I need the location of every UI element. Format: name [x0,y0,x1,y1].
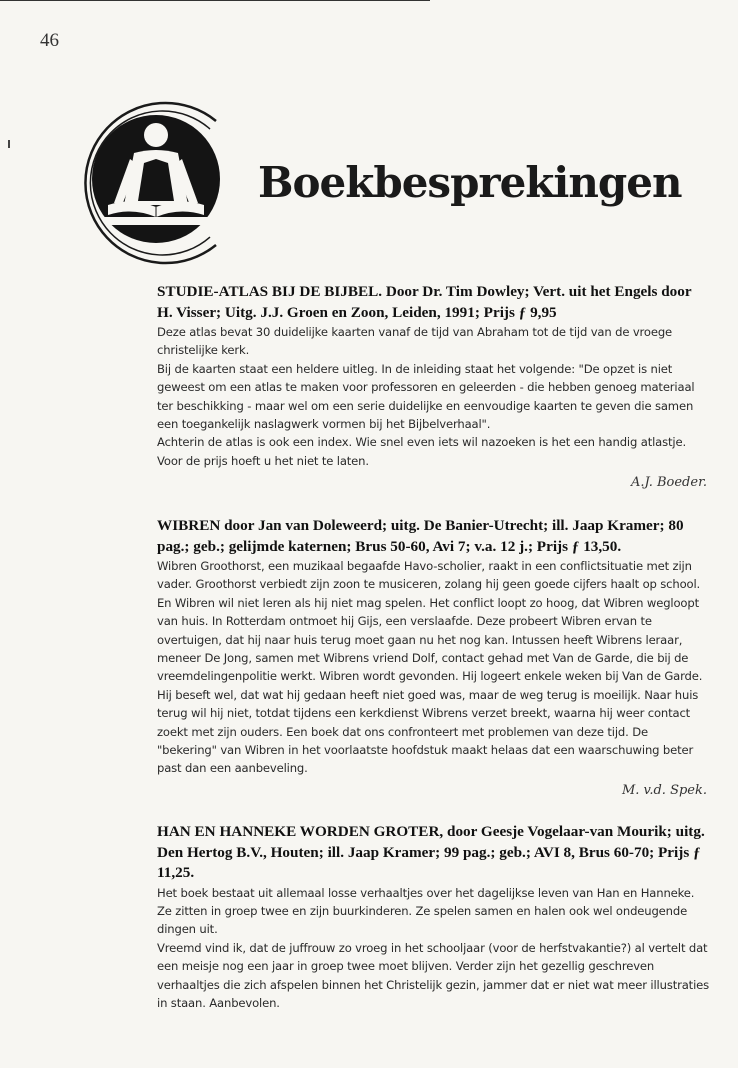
review-paragraph: Wibren Groothorst, een muzikaal begaafde Havo-scholier, raakt in een conflictsituatie met zijn vader. Groothorst verbiedt zijn zoon te musiceren, zolang hij geen goede cijfers haalt op school. En Wibren wil niet leren als hij niet mag spelen. Het conflict loopt zo hoog, dat Wibren wegloopt van huis. In Rotterdam ontmoet hij Gijs, een verslaafde. Deze probeert Wibren ervan te overtuigen, dat hij naar huis terug moet gaan nu het nog kan. Intussen heeft Wibrens leraar, meneer De Jong, samen met Wibrens vriend Dolf, contact gehad met Van de Garde, die bij de vreemdelingenpolitie werkt. Wibren wordt gevonden. Hij logeert enkele weken bij Van de Garde. Hij beseft wel, dat wat hij gedaan heeft niet goed was, maar de weg terug is moeilijk. Naar huis terug wil hij niet, totdat tijdens een kerkdienst Wibrens verzet breekt, waarna hij weer contact zoekt met zijn ouders. Een boek dat ons confronteert met problemen van deze tijd. De "bekering" van Wibren in het voorlaatste hoofdstuk maakt helaas dat een waarschuwing beter past dan een aanbeveling. [157,559,703,776]
review-paragraph: Bij de kaarten staat een heldere uitleg. In de inleiding staat het volgende: "De opzet is niet geweest om een atlas te maken voor professoren en geleerden - die hebben genoeg materiaal ter beschikking - maar wel om een serie duidelijke en eenvoudige kaarten te geven die samen een toegankelijk naslagwerk vormen bij het Bijbelverhaal". [157,361,695,432]
review-heading: HAN EN HANNEKE WORDEN GROTER, door Geesje Vogelaar-van Mourik; uitg. Den Hertog B.V., Houten; ill. Jaap Kramer; 99 pag.; geb.; AVI 8, Brus 60-70; Prijs ƒ 11,25. [157,823,705,881]
section-title: Boekbesprekingen [258,158,682,207]
review-heading: WIBREN door Jan van Doleweerd; uitg. De Banier-Utrecht; ill. Jaap Kramer; 80 pag.; geb.; gelijmde katernen; Brus 50-60, Avi 7; v.a. 12 j.; Prijs ƒ 13,50. [157,517,684,555]
margin-mark [8,140,10,148]
review-heading: STUDIE-ATLAS BIJ DE BIJBEL. Door Dr. Tim Dowley; Vert. uit het Engels door H. Visser; Uitg. J.J. Groen en Zoon, Leiden, 1991; Prijs ƒ 9,95 [157,283,692,321]
review-paragraph: Achterin de atlas is ook een index. Wie snel even iets wil nazoeken is het een handig atlastje. Voor de prijs hoeft u het niet te laten. [157,435,686,468]
reading-person-logo [58,93,238,273]
review-han-en-hanneke [157,822,709,1012]
review-wibren [157,516,709,800]
reviewer-signature: A.J. Boeder. [631,475,707,491]
page-number: 46 [40,30,59,51]
review-paragraph: Vreemd vind ik, dat de juffrouw zo vroeg in het schooljaar (voor de herfstvakantie?) al vertelt dat een meisje nog een jaar in groep twee moet blijven. Verder zijn het gezellig geschreven verhaaltjes die zich afspelen binnen het Christelijk gezin, jammer dat er niet wat meer illustraties in staan. Aanbevolen. [157,940,710,1010]
review-studie-atlas [157,282,709,492]
top-rule [0,0,430,1]
review-paragraph: Het boek bestaat uit allemaal losse verhaaltjes over het dagelijkse leven van Han en Hanneke. Ze zitten in groep twee en zijn buurkinderen. Ze spelen samen en halen ook wel ondeugende dingen uit. [157,885,695,937]
review-paragraph: Deze atlas bevat 30 duidelijke kaarten vanaf de tijd van Abraham tot de tijd van de vroege christelijke kerk. [157,325,673,358]
reviewer-signature: M. v.d. Spek. [621,782,707,798]
